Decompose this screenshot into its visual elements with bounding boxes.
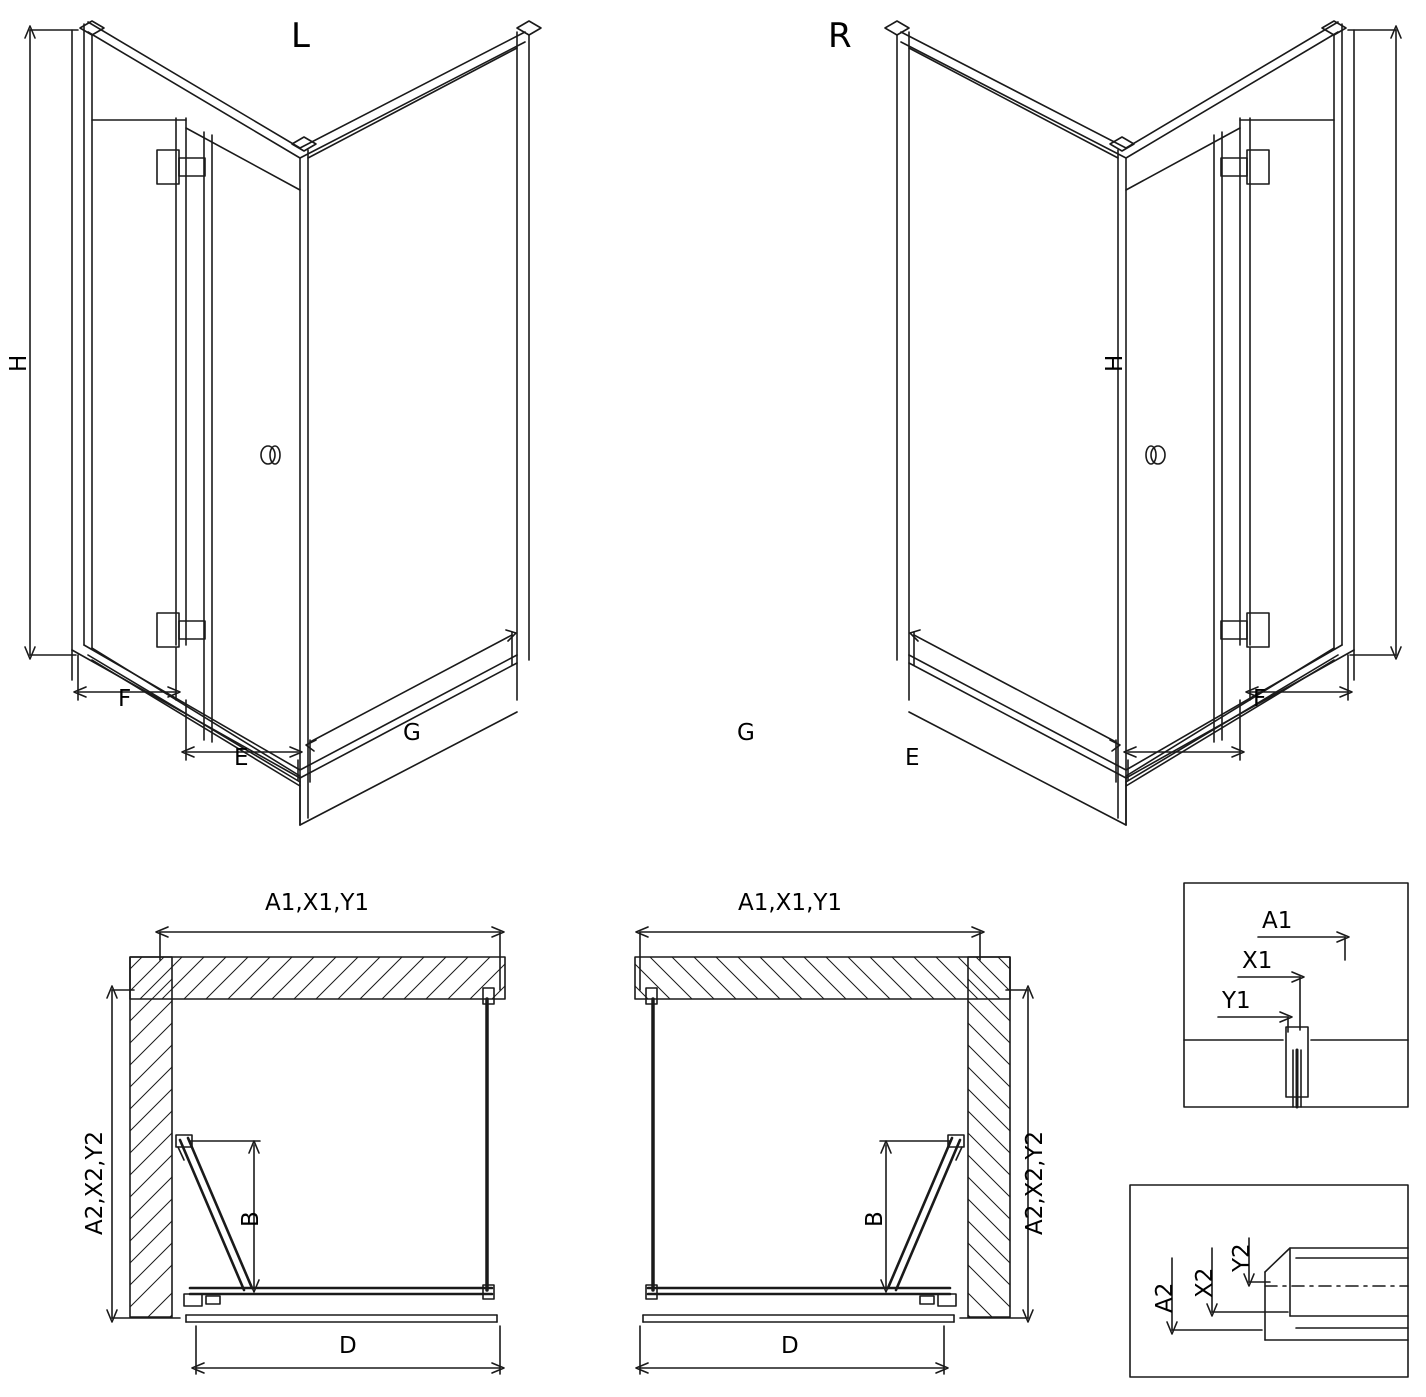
detail-top-x1: X1 [1242,948,1273,974]
iso-right-dim-f: F [1253,686,1267,712]
iso-left-dim-f: F [118,686,132,712]
detail-bottom-y2: Y2 [1229,1243,1255,1272]
variant-label-right: R [828,16,852,56]
iso-right-enclosure [885,21,1401,825]
detail-bottom-x2: X2 [1192,1267,1218,1298]
detail-top-a1: A1 [1262,908,1293,934]
detail-top-y1: Y1 [1222,988,1251,1014]
iso-right-dim-e: E [905,745,920,771]
detail-box-top [1184,883,1408,1107]
plan-left-door-dim: B [238,1211,264,1227]
iso-left-enclosure [25,21,541,825]
detail-bottom-a2: A2 [1152,1282,1178,1313]
plan-left-top-dim: A1,X1,Y1 [265,890,370,916]
plan-left [107,927,505,1374]
iso-right-dim-g: G [737,720,755,746]
plan-left-side-dim: A2,X2,Y2 [82,1130,108,1235]
iso-left-dim-e: E [234,745,249,771]
detail-box-bottom [1130,1185,1408,1377]
variant-label-left: L [291,16,310,56]
iso-right-height-label: H [1102,354,1128,372]
plan-left-bottom-dim: D [339,1333,357,1359]
iso-left-height-label: H [6,354,32,372]
plan-right-bottom-dim: D [781,1333,799,1359]
plan-right [635,927,1033,1374]
iso-left-dim-g: G [403,720,421,746]
plan-right-door-dim: B [862,1211,888,1227]
plan-right-top-dim: A1,X1,Y1 [738,890,843,916]
plan-right-side-dim: A2,X2,Y2 [1022,1130,1048,1235]
